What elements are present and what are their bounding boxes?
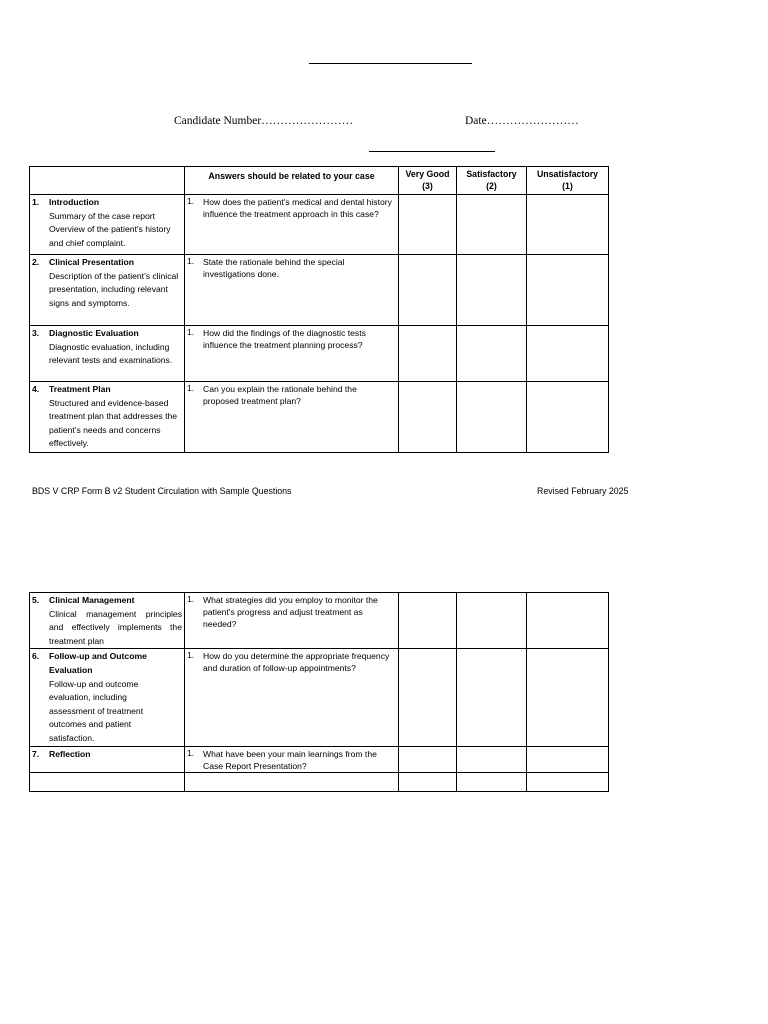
header-empty-cell <box>30 167 185 195</box>
question-text: How did the findings of the diagnostic tests influence the treatment planning process? <box>203 328 366 350</box>
score-cell-unsatisfactory[interactable] <box>527 195 609 255</box>
question-number: 1. <box>187 594 195 604</box>
question-number: 1. <box>187 650 195 661</box>
table-row <box>30 255 609 326</box>
score-cell-very-good[interactable] <box>399 255 457 326</box>
score-cell-very-good[interactable] <box>399 382 457 453</box>
top-signature-line <box>309 63 472 64</box>
score-cell-satisfactory[interactable] <box>457 649 527 747</box>
score-cell-satisfactory[interactable] <box>457 747 527 773</box>
header-answers: Answers should be related to your case <box>185 167 399 195</box>
date-label: Date…………………… <box>465 115 579 127</box>
candidate-number-label: Candidate Number…………………… <box>174 115 354 127</box>
score-cell-satisfactory[interactable] <box>457 255 527 326</box>
item-cell <box>30 747 185 773</box>
score-cell-very-good[interactable] <box>399 747 457 773</box>
item-title: Treatment Plan <box>49 384 111 394</box>
question-text: What strategies did you employ to monitor the patient's progress and adjust treatment as needed? <box>203 595 378 629</box>
item-description: Summary of the case report Overview of the patient's history and chief complaint. <box>49 210 171 248</box>
table-row <box>30 649 609 747</box>
item-description: Structured and evidence-based treatment plan that addresses the patient's needs and concerns effectively. <box>49 397 178 449</box>
question-number: 1. <box>187 327 195 337</box>
item-cell <box>30 382 185 453</box>
question-text: Can you explain the rationale behind the proposed treatment plan? <box>203 384 357 406</box>
header-satisfactory <box>457 167 527 195</box>
score-cell-very-good[interactable] <box>399 649 457 747</box>
item-description: Description of the patient's clinical presentation, including relevant signs and symptoms. <box>49 270 179 308</box>
item-cell <box>30 593 185 649</box>
header-unsatisfactory <box>527 167 609 195</box>
assessment-table-part-2 <box>29 592 609 792</box>
question-cell <box>185 382 399 453</box>
header-very-good-score: (3) <box>422 181 433 191</box>
question-number: 1. <box>187 748 195 759</box>
item-title: Reflection <box>49 749 91 760</box>
table-row-empty <box>30 773 609 792</box>
score-cell-unsatisfactory[interactable] <box>527 326 609 382</box>
table-row <box>30 382 609 453</box>
empty-cell[interactable] <box>457 773 527 792</box>
table-row <box>30 747 609 773</box>
item-title: Introduction <box>49 197 100 207</box>
header-very-good-label: Very Good <box>405 169 450 179</box>
item-cell <box>30 195 185 255</box>
question-cell <box>185 255 399 326</box>
item-description: Clinical management principles and effectively implements the treatment plan <box>49 608 182 646</box>
item-cell <box>30 649 185 747</box>
item-description: Diagnostic evaluation, including relevant tests and examinations. <box>49 341 173 366</box>
score-cell-unsatisfactory[interactable] <box>527 747 609 773</box>
empty-cell[interactable] <box>30 773 185 792</box>
item-number: 3. <box>32 328 40 338</box>
mid-signature-line <box>369 151 495 152</box>
footer-revision-date: Revised February 2025 <box>537 486 629 496</box>
score-cell-unsatisfactory[interactable] <box>527 649 609 747</box>
item-number: 4. <box>32 384 40 394</box>
question-cell <box>185 747 399 773</box>
item-number: 6. <box>32 651 40 662</box>
header-satisfactory-label: Satisfactory <box>466 169 517 179</box>
score-cell-unsatisfactory[interactable] <box>527 382 609 453</box>
item-title: Clinical Management <box>49 595 135 605</box>
question-text: What have been your main learnings from the Case Report Presentation? <box>203 749 377 772</box>
question-number: 1. <box>187 256 195 266</box>
empty-cell[interactable] <box>185 773 399 792</box>
header-unsatisfactory-score: (1) <box>562 181 573 191</box>
table-row <box>30 593 609 649</box>
empty-cell[interactable] <box>399 773 457 792</box>
item-number: 7. <box>32 749 40 760</box>
score-cell-unsatisfactory[interactable] <box>527 593 609 649</box>
table-row <box>30 326 609 382</box>
question-cell <box>185 195 399 255</box>
item-number: 2. <box>32 257 40 267</box>
item-title: Follow-up and Outcome Evaluation <box>49 651 147 675</box>
question-text: State the rationale behind the special investigations done. <box>203 257 345 279</box>
table-header-row <box>30 167 609 195</box>
score-cell-satisfactory[interactable] <box>457 195 527 255</box>
item-title: Clinical Presentation <box>49 257 135 267</box>
score-cell-satisfactory[interactable] <box>457 593 527 649</box>
score-cell-very-good[interactable] <box>399 326 457 382</box>
score-cell-satisfactory[interactable] <box>457 382 527 453</box>
score-cell-satisfactory[interactable] <box>457 326 527 382</box>
item-number: 1. <box>32 197 40 207</box>
question-cell <box>185 593 399 649</box>
footer-form-title: BDS V CRP Form B v2 Student Circulation with Sample Questions <box>32 486 292 496</box>
header-satisfactory-score: (2) <box>486 181 497 191</box>
header-unsatisfactory-label: Unsatisfactory <box>536 169 599 179</box>
item-cell <box>30 255 185 326</box>
header-very-good <box>399 167 457 195</box>
item-cell <box>30 326 185 382</box>
question-text: How does the patient's medical and dental history influence the treatment approach in this case? <box>203 197 392 219</box>
item-title: Diagnostic Evaluation <box>49 328 139 338</box>
question-number: 1. <box>187 383 195 393</box>
question-number: 1. <box>187 196 195 206</box>
item-description: Follow-up and outcome evaluation, including assessment of treatment outcomes and patient satisfaction. <box>49 678 144 743</box>
question-cell <box>185 326 399 382</box>
empty-cell[interactable] <box>527 773 609 792</box>
score-cell-unsatisfactory[interactable] <box>527 255 609 326</box>
score-cell-very-good[interactable] <box>399 593 457 649</box>
table-row <box>30 195 609 255</box>
score-cell-very-good[interactable] <box>399 195 457 255</box>
question-text: How do you determine the appropriate frequency and duration of follow-up appointments? <box>203 651 390 674</box>
assessment-table-part-1 <box>29 166 609 453</box>
item-number: 5. <box>32 595 40 605</box>
question-cell <box>185 649 399 747</box>
